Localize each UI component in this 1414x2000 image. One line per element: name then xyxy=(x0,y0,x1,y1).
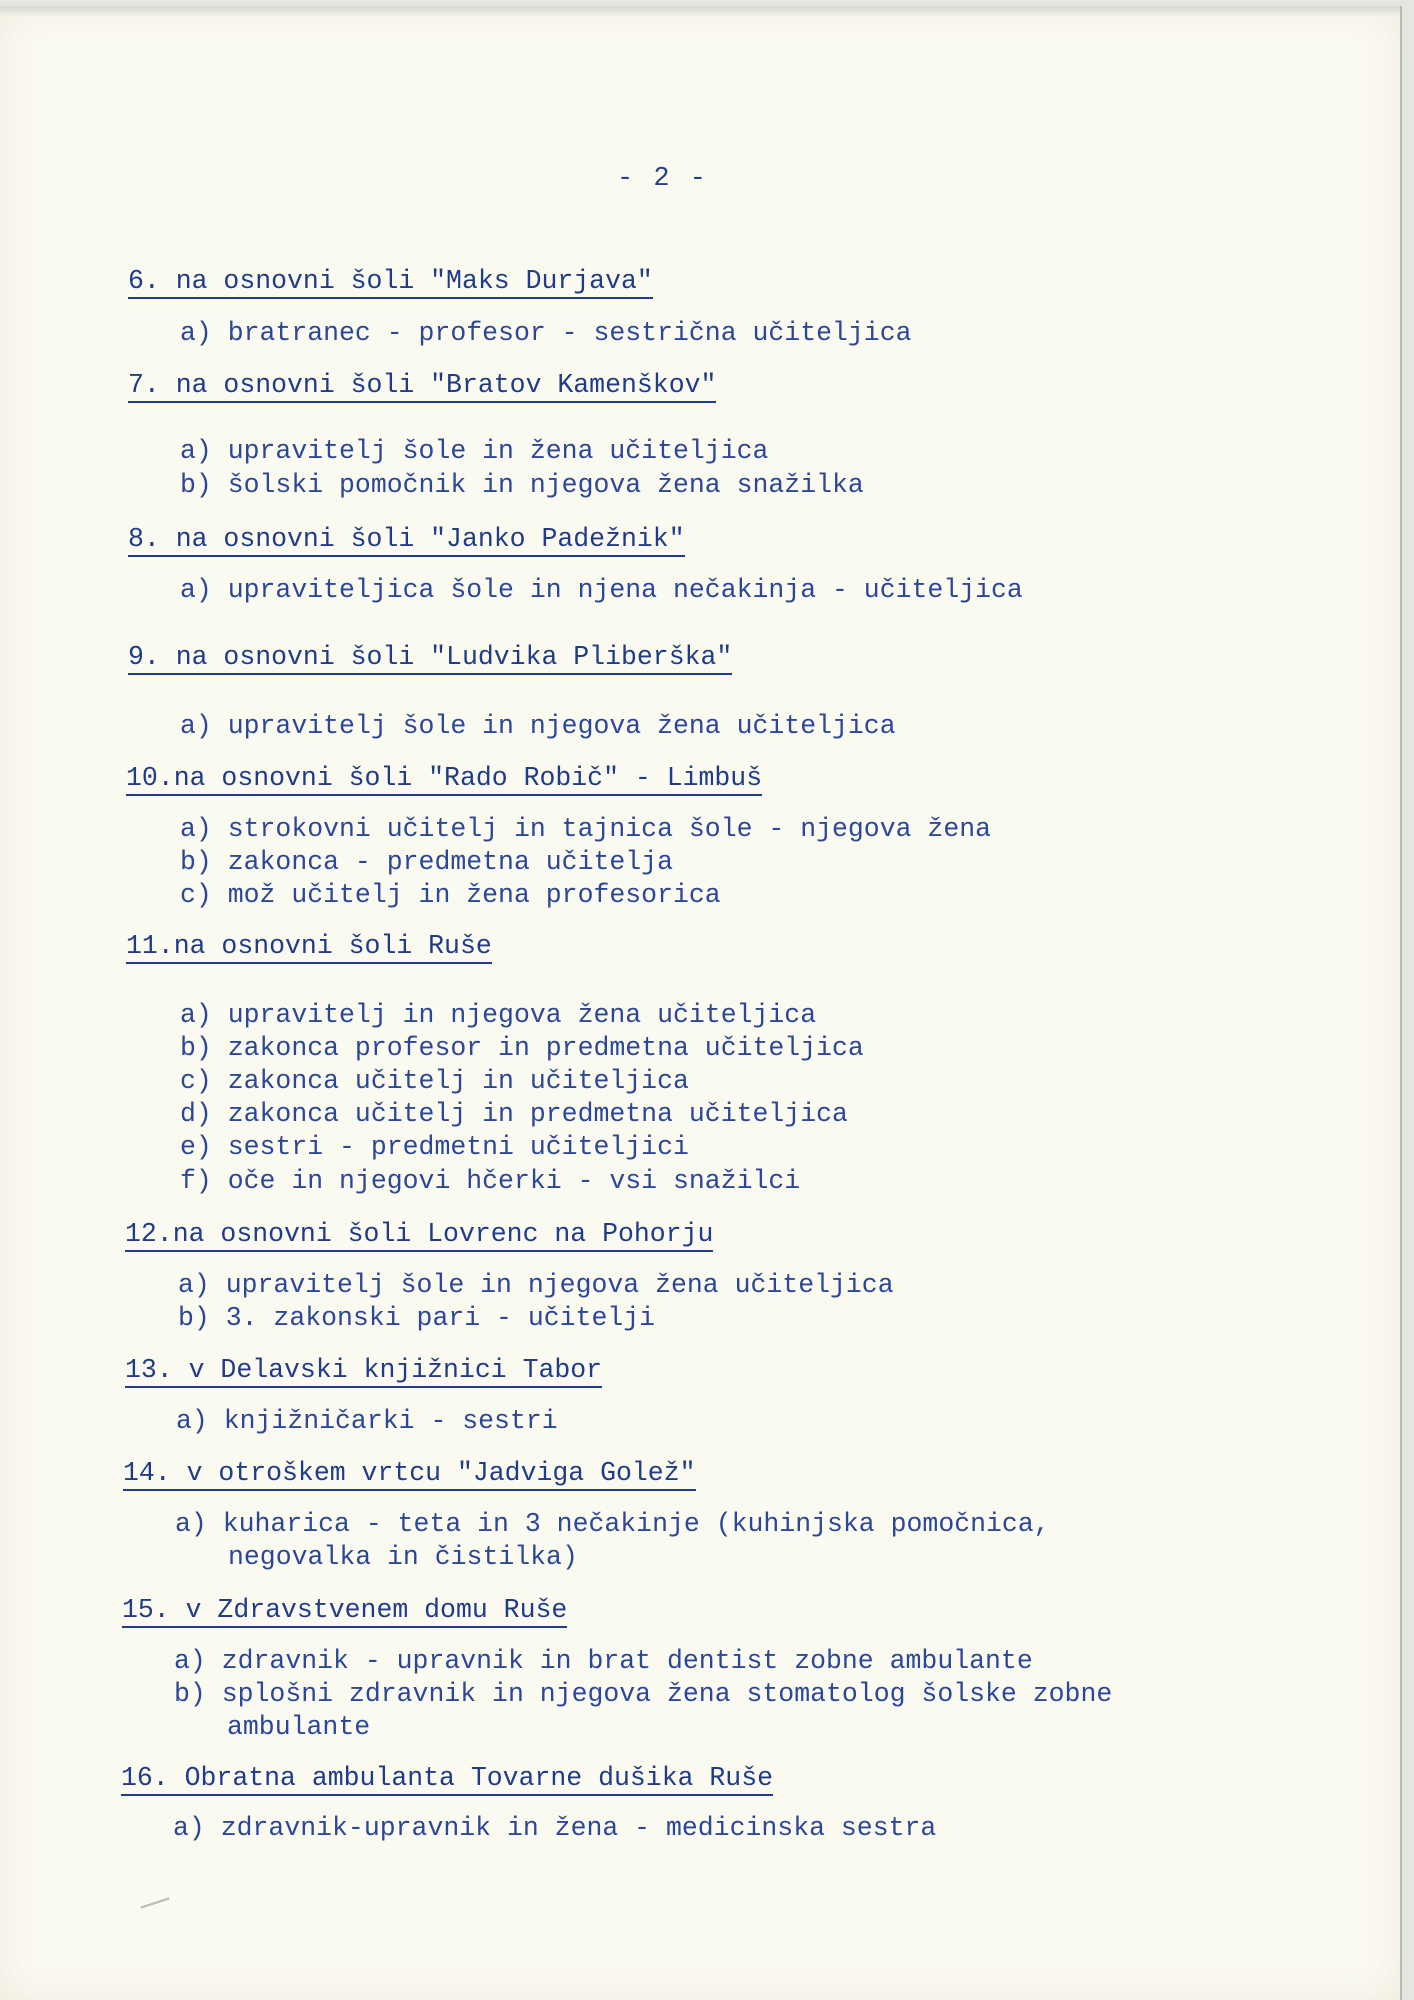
section-10-item-b: b) zakonca - predmetna učitelja xyxy=(180,847,673,877)
section-11-item-c: c) zakonca učitelj in učiteljica xyxy=(180,1066,689,1096)
section-11-item-e: e) sestri - predmetni učiteljici xyxy=(180,1132,689,1162)
document-body xyxy=(0,6,1400,2000)
section-15-item-b: b) splošni zdravnik in njegova žena stomatolog šolske zobne xyxy=(174,1679,1113,1709)
section-8-heading: 8. na osnovni šoli "Janko Padežnik" xyxy=(128,524,685,557)
section-6-heading: 6. na osnovni šoli "Maks Durjava" xyxy=(128,266,653,299)
section-6-item-a: a) bratranec - profesor - sestrična učiteljica xyxy=(180,318,912,348)
section-10-item-c: c) mož učitelj in žena profesorica xyxy=(180,880,721,910)
section-16-heading: 16. Obratna ambulanta Tovarne dušika Ruše xyxy=(121,1763,773,1796)
section-14-heading: 14. v otroškem vrtcu "Jadviga Golež" xyxy=(123,1458,696,1491)
section-15-item-b-continued: ambulante xyxy=(227,1712,371,1742)
section-12-heading: 12.na osnovni šoli Lovrenc na Pohorju xyxy=(125,1219,713,1252)
section-10-heading: 10.na osnovni šoli "Rado Robič" - Limbuš xyxy=(126,763,762,796)
section-9-heading: 9. na osnovni šoli "Ludvika Pliberška" xyxy=(128,642,732,675)
section-15-heading: 15. v Zdravstvenem domu Ruše xyxy=(122,1595,567,1628)
section-16-item-a: a) zdravnik-upravnik in žena - medicinska sestra xyxy=(173,1813,937,1843)
section-13-item-a: a) knjižničarki - sestri xyxy=(176,1406,558,1436)
section-7-item-b: b) šolski pomočnik in njegova žena snažilka xyxy=(180,470,864,500)
section-10-item-a: a) strokovni učitelj in tajnica šole - njegova žena xyxy=(180,814,992,844)
section-7-item-a: a) upravitelj šole in žena učiteljica xyxy=(180,436,769,466)
section-13-heading: 13. v Delavski knjižnici Tabor xyxy=(125,1355,602,1388)
section-14-item-a-continued: negovalka in čistilka) xyxy=(228,1542,578,1572)
section-11-item-b: b) zakonca profesor in predmetna učiteljica xyxy=(180,1033,864,1063)
document-page xyxy=(0,6,1402,2000)
section-8-item-a: a) upraviteljica šole in njena nečakinja - učiteljica xyxy=(180,575,1023,605)
section-11-item-d: d) zakonca učitelj in predmetna učiteljica xyxy=(180,1099,848,1129)
page-number: - 2 - xyxy=(616,164,708,194)
section-7-heading: 7. na osnovni šoli "Bratov Kamenškov" xyxy=(128,370,716,403)
section-11-item-f: f) oče in njegovi hčerki - vsi snažilci xyxy=(180,1166,801,1196)
section-15-item-a: a) zdravnik - upravnik in brat dentist zobne ambulante xyxy=(174,1646,1033,1676)
section-12-item-b: b) 3. zakonski pari - učitelji xyxy=(178,1303,656,1333)
section-14-item-a: a) kuharica - teta in 3 nečakinje (kuhinjska pomočnica, xyxy=(175,1509,1050,1539)
section-12-item-a: a) upravitelj šole in njegova žena učiteljica xyxy=(178,1270,894,1300)
section-11-heading: 11.na osnovni šoli Ruše xyxy=(126,931,492,964)
section-9-item-a: a) upravitelj šole in njegova žena učiteljica xyxy=(180,711,896,741)
section-11-item-a: a) upravitelj in njegova žena učiteljica xyxy=(180,1000,817,1030)
